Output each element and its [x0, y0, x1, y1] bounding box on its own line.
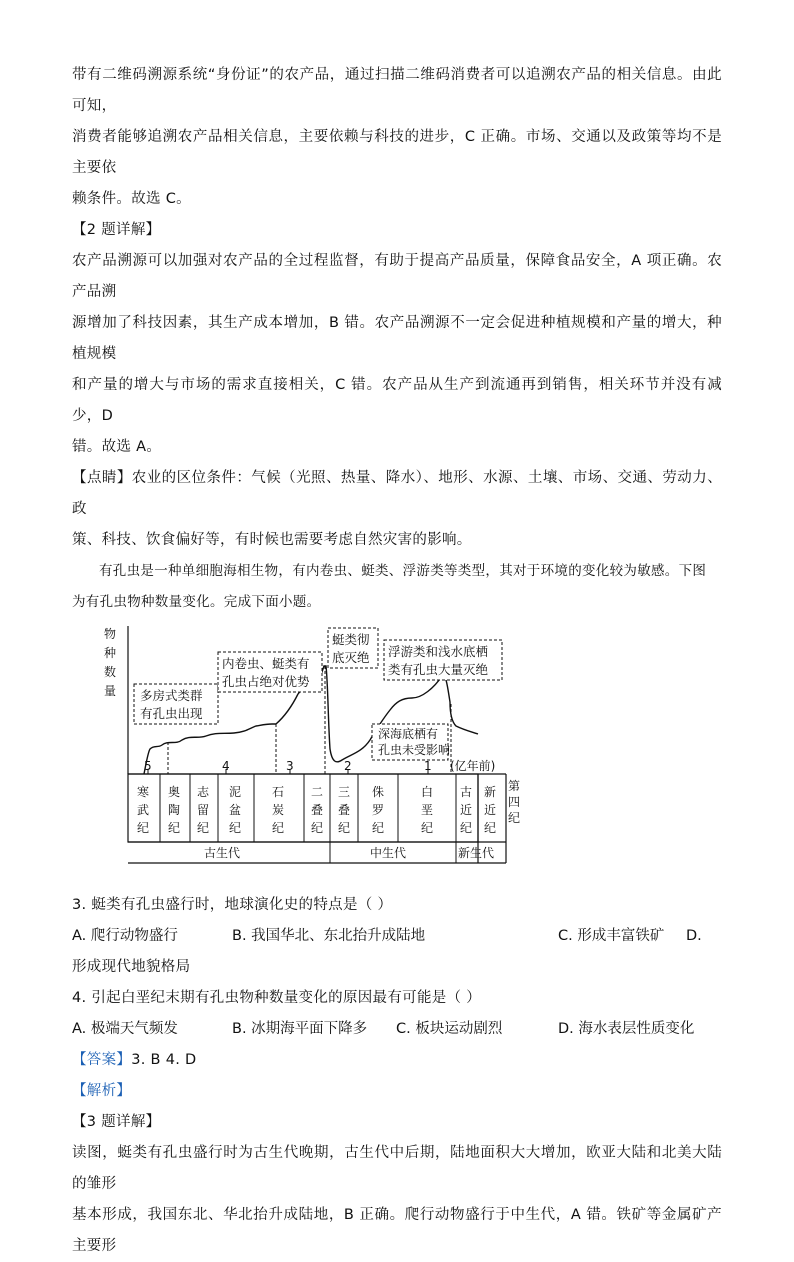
svg-text:寒: 寒 — [137, 785, 150, 799]
annotation-text: 类有孔虫大量灭绝 — [388, 662, 489, 677]
svg-text:叠: 叠 — [338, 803, 351, 817]
tick-label: 5 — [144, 759, 152, 773]
tick-label: 2 — [344, 759, 352, 773]
era-mesozoic: 中生代 — [370, 846, 407, 860]
paragraph-line: 源增加了科技因素，其生产成本增加，B 错。农产品溯源不一定会促进种植规模和产量的增大，种植规模 — [72, 315, 722, 362]
svg-text:奥: 奥 — [168, 785, 181, 799]
foraminifera-figure — [100, 624, 520, 884]
y-axis-label-char: 数 — [104, 665, 117, 679]
svg-text:三: 三 — [338, 785, 351, 799]
svg-text:纪: 纪 — [137, 821, 150, 835]
period-jurassic — [372, 784, 384, 835]
period-cretaceous — [421, 785, 433, 835]
svg-text:叠: 叠 — [311, 803, 324, 817]
annotation-text: 孔虫占绝对优势 — [222, 674, 310, 689]
svg-text:纪: 纪 — [372, 821, 385, 835]
option-c[interactable]: C. 形成丰富铁矿 — [558, 928, 665, 944]
annotation-text: 有孔虫出现 — [140, 706, 203, 721]
intro-line: 为有孔虫物种数量变化。完成下面小题。 — [72, 594, 321, 610]
y-axis-label-char: 种 — [104, 646, 117, 660]
annotation-text: 孔虫未受影响 — [378, 743, 451, 757]
answer-line — [72, 1045, 722, 1076]
svg-text:近: 近 — [484, 803, 497, 817]
period-quaternary — [508, 779, 520, 825]
svg-text:纪: 纪 — [229, 821, 242, 835]
period-paleogene — [460, 784, 472, 835]
period-carboniferous — [272, 785, 284, 835]
period-devonian — [229, 785, 241, 835]
period-triassic — [338, 785, 350, 835]
document-page — [72, 60, 722, 1262]
svg-text:盆: 盆 — [229, 803, 242, 817]
svg-text:志: 志 — [197, 785, 210, 799]
tick-label: 1 — [424, 759, 432, 773]
annotation-text: 内卷虫、蜓类有 — [222, 656, 310, 671]
paragraph-line: 基本形成，我国东北、华北抬升成陆地，B 正确。爬行动物盛行于中生代，A 错。铁矿等金属矿产主要形 — [72, 1207, 722, 1254]
svg-text:纪: 纪 — [311, 821, 324, 835]
svg-text:纪: 纪 — [508, 811, 520, 825]
svg-text:第: 第 — [508, 779, 520, 793]
annotation-text: 多房式类群 — [140, 688, 203, 703]
paragraph-line: 消费者能够追溯农产品相关信息，主要依赖与科技的进步，C 正确。市场、交通以及政策等均不是主要依 — [72, 129, 722, 176]
svg-text:石: 石 — [272, 785, 285, 799]
svg-text:纪: 纪 — [484, 821, 497, 835]
svg-text:纪: 纪 — [421, 821, 434, 835]
period-silurian — [197, 784, 210, 835]
annotation-text: 蜓类彻 — [332, 632, 370, 647]
period-cambrian — [137, 784, 149, 835]
paragraph-line: 读图，蜓类有孔虫盛行时为古生代晚期，古生代中后期，陆地面积大大增加，欧亚大陆和北美大陆的雏形 — [72, 1145, 722, 1192]
q3-detail-heading: 【3 题详解】 — [72, 1114, 161, 1130]
paragraph-line: 带有二维码溯源系统“身份证”的农产品，通过扫描二维码消费者可以追溯农产品的相关信息。由此可知， — [72, 67, 722, 114]
svg-text:纪: 纪 — [168, 821, 181, 835]
svg-text:古: 古 — [460, 785, 473, 799]
option-d[interactable]: D. 海水表层性质变化 — [558, 1021, 695, 1037]
svg-text:纪: 纪 — [338, 821, 351, 835]
annotation-text: 深海底栖有 — [378, 727, 439, 741]
svg-text:新: 新 — [484, 785, 497, 799]
answer-value: 3. B 4. D — [131, 1052, 197, 1068]
intro-line: 有孔虫是一种单细胞海相生物，有内卷虫、蜓类、浮游类等类型，其对于环境的变化较为敏感。下图 — [99, 563, 707, 579]
paragraph-line: 错。故选 A。 — [72, 439, 162, 455]
svg-text:四: 四 — [508, 795, 520, 809]
period-neogene — [484, 785, 496, 835]
answer-label: 【答案】 — [72, 1052, 132, 1068]
option-c[interactable]: C. 板块运动剧烈 — [396, 1021, 503, 1037]
svg-text:垩: 垩 — [421, 803, 434, 817]
svg-text:二: 二 — [311, 785, 324, 799]
question-4-options — [72, 1014, 722, 1045]
svg-text:炭: 炭 — [272, 803, 285, 817]
q2-detail-heading: 【2 题详解】 — [72, 222, 161, 238]
tip-line: 【点睛】农业的区位条件：气候（光照、热量、降水）、地形、水源、土壤、市场、交通、劳动力、政 — [72, 470, 722, 517]
option-a[interactable]: A. 极端天气频发 — [72, 1021, 178, 1037]
option-b[interactable]: B. 我国华北、东北抬升成陆地 — [232, 928, 426, 944]
option-d[interactable]: D. — [686, 928, 702, 944]
svg-text:白: 白 — [421, 785, 434, 799]
analysis-label: 【解析】 — [72, 1083, 132, 1099]
annotation-text: 浮游类和浅水底栖 — [388, 644, 489, 659]
foraminifera-diagram — [100, 624, 520, 884]
period-ordovician — [168, 784, 180, 835]
svg-text:武: 武 — [137, 803, 150, 817]
svg-text:泥: 泥 — [229, 785, 242, 799]
option-a[interactable]: A. 爬行动物盛行 — [72, 928, 178, 944]
svg-text:纪: 纪 — [197, 821, 210, 835]
option-b[interactable]: B. 冰期海平面下降多 — [232, 1021, 368, 1037]
question-3-stem: 3. 蜓类有孔虫盛行时，地球演化史的特点是（ ） — [72, 897, 393, 913]
svg-text:近: 近 — [460, 803, 473, 817]
era-cenozoic: 新生代 — [458, 846, 495, 860]
svg-text:纪: 纪 — [460, 821, 473, 835]
y-axis-label-char: 量 — [104, 684, 117, 698]
era-paleozoic: 古生代 — [204, 846, 241, 860]
option-d-continued: 形成现代地貌格局 — [72, 959, 191, 975]
paragraph-line: 赖条件。故选 C。 — [72, 191, 191, 207]
y-axis-label-char: 物 — [104, 627, 117, 641]
svg-text:留: 留 — [197, 803, 210, 817]
svg-text:陶: 陶 — [168, 803, 181, 817]
tip-line: 策、科技、饮食偏好等，有时候也需要考虑自然灾害的影响。 — [72, 532, 472, 548]
tick-label: 4 — [222, 759, 230, 773]
paragraph-line: 农产品溯源可以加强对农产品的全过程监督，有助于提高产品质量，保障食品安全，A 项正确。农产品溯 — [72, 253, 722, 300]
svg-text:侏: 侏 — [372, 785, 385, 799]
paragraph-line: 和产量的增大与市场的需求直接相关，C 错。农产品从生产到流通再到销售，相关环节并没有减少，D — [72, 377, 722, 424]
annotation-text: 底灭绝 — [332, 650, 370, 665]
question-4-stem: 4. 引起白垩纪末期有孔虫物种数量变化的原因最有可能是（ ） — [72, 990, 482, 1006]
period-permian — [311, 785, 323, 835]
svg-text:罗: 罗 — [372, 803, 385, 817]
x-axis-unit: (亿年前) — [450, 759, 496, 773]
tick-label: 3 — [286, 759, 294, 773]
question-3-options — [72, 921, 722, 952]
svg-text:纪: 纪 — [272, 821, 285, 835]
